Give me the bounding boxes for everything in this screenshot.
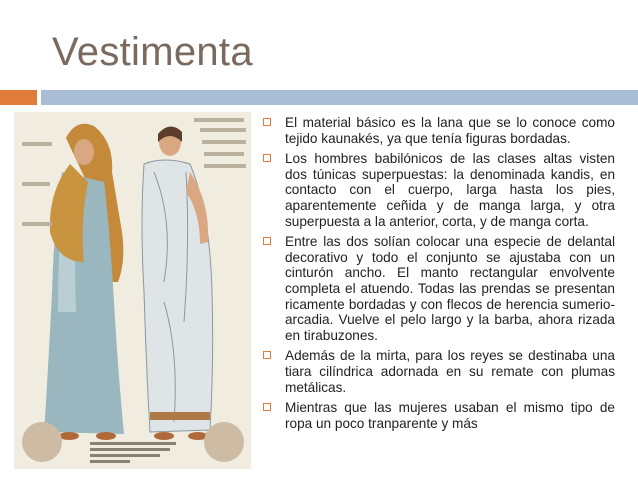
illustration-image <box>14 112 251 469</box>
square-bullet-icon <box>263 351 271 359</box>
bullet-item <box>263 400 615 431</box>
bullet-text: Mientras que las mujeres usaban el mismo tipo de ropa un poco tranparente y más <box>285 400 615 431</box>
babylonian-figures-icon <box>14 112 251 469</box>
bullet-item <box>263 234 615 343</box>
slide-title: Vestimenta <box>52 30 253 74</box>
square-bullet-icon <box>263 118 271 126</box>
square-bullet-icon <box>263 237 271 245</box>
bullet-item <box>263 151 615 229</box>
square-bullet-icon <box>263 154 271 162</box>
square-bullet-icon <box>263 403 271 411</box>
bullet-text: Entre las dos solían colocar una especie de delantal decorativo y todo el conjunto se ajustaba con un cinturón ancho. El manto rectangular envolvente completa el atuendo. Todas las prendas se presentan ricamente bordadas y con flecos de herencia sumerio-arcadia. Vuelve el pelo largo y la barba, ahora rizada en tirabuzones. <box>285 234 615 343</box>
bullet-item <box>263 348 615 395</box>
accent-bar-blue <box>41 90 638 105</box>
bullet-item <box>263 115 615 146</box>
bullet-text: Los hombres babilónicos de las clases altas visten dos túnicas superpuestas: la denominada kandis, en contacto con el cuerpo, larga hasta los pies, aparentemente ceñida y de manga larga, y otra superpuesta a la anterior, corta, y de manga corta. <box>285 151 615 229</box>
bullet-text: El material básico es la lana que se lo conoce como tejido kaunakés, ya que tenía figuras bordadas. <box>285 115 615 146</box>
bullet-text: Además de la mirta, para los reyes se destinaba una tiara cilíndrica adornada en su remate con plumas metálicas. <box>285 348 615 395</box>
accent-bar-orange <box>0 90 37 105</box>
bullet-list <box>263 115 615 436</box>
